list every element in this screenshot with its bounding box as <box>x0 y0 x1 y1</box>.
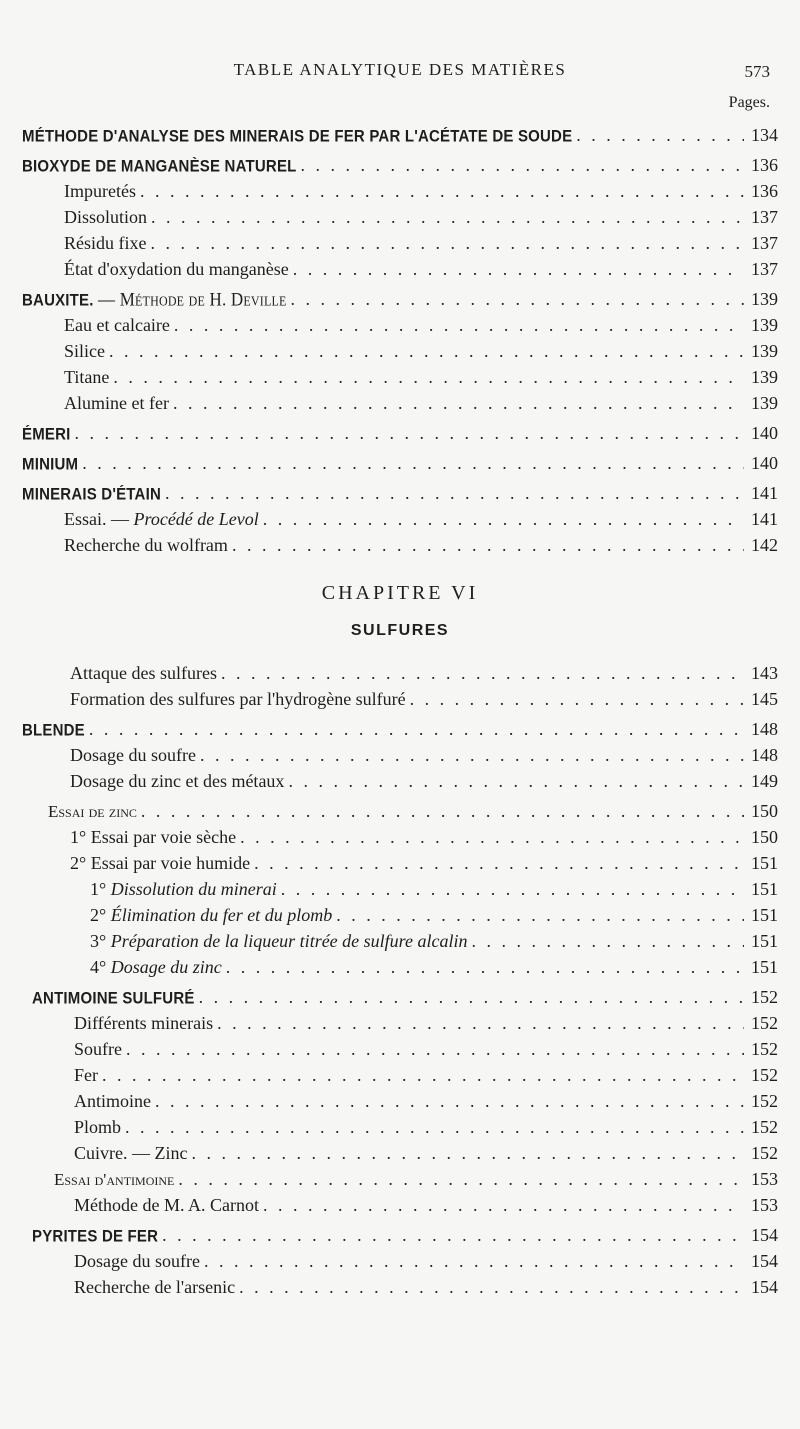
entry-page-number: 136 <box>751 155 778 175</box>
entry-label: État d'oxydation du manganèse <box>64 259 289 279</box>
entry-label: Eau et calcaire <box>64 315 170 335</box>
dot-leader <box>178 1166 744 1192</box>
dot-leader <box>102 1062 744 1088</box>
dot-leader <box>336 902 744 928</box>
toc-entry <box>22 1248 778 1274</box>
toc-entry <box>22 742 778 768</box>
entry-page-number: 153 <box>751 1195 778 1215</box>
entry-label: Soufre <box>74 1039 122 1059</box>
toc-block-2 <box>22 660 778 1300</box>
entry-italic-text: Dosage du zinc <box>110 957 222 977</box>
entry-italic-text: Procédé de Levol <box>133 509 259 529</box>
toc-block-1 <box>22 122 778 558</box>
entry-label: MINERAIS D'ÉTAIN <box>22 485 161 504</box>
entry-page-number: 149 <box>751 771 778 791</box>
dot-leader <box>200 742 744 768</box>
dot-leader <box>239 1274 744 1300</box>
entry-label: Dosage du zinc et des métaux <box>70 771 285 791</box>
dot-leader <box>199 984 744 1010</box>
toc-entry <box>22 768 778 794</box>
entry-page-number: 150 <box>751 827 778 847</box>
toc-entry <box>22 1114 778 1140</box>
entry-page-number: 153 <box>751 1169 778 1189</box>
entry-label: Dosage du soufre <box>70 745 196 765</box>
dot-leader <box>263 506 744 532</box>
entry-label: Différents minerais <box>74 1013 214 1033</box>
entry-page-number: 145 <box>751 689 778 709</box>
entry-label: Résidu fixe <box>64 233 147 253</box>
entry-label: Essai d'antimoine <box>54 1170 175 1189</box>
dot-leader <box>140 178 744 204</box>
toc-entry <box>22 1036 778 1062</box>
entry-page-number: 143 <box>751 663 778 683</box>
entry-page-number: 136 <box>751 181 778 201</box>
entry-label: Titane <box>64 367 110 387</box>
toc-entry <box>22 506 778 532</box>
dot-leader <box>410 686 744 712</box>
entry-page-number: 148 <box>751 745 778 765</box>
entry-label: 4° Dosage du zinc <box>90 957 222 977</box>
toc-entry <box>22 1010 778 1036</box>
entry-label: Impuretés <box>64 181 136 201</box>
entry-page-number: 152 <box>751 1013 778 1033</box>
dot-leader <box>204 1248 744 1274</box>
entry-label: BIOXYDE DE MANGANÈSE NATUREL <box>22 157 297 176</box>
entry-page-number: 139 <box>751 315 778 335</box>
toc-entry <box>22 660 778 686</box>
entry-page-number: 139 <box>751 393 778 413</box>
dot-leader <box>113 364 744 390</box>
entry-label: Antimoine <box>74 1091 151 1111</box>
entry-italic-text: Élimination du fer et du plomb <box>110 905 333 925</box>
dot-leader <box>162 1222 744 1248</box>
toc-entry <box>22 1192 778 1218</box>
dot-leader <box>151 230 745 256</box>
entry-label: Cuivre. — Zinc <box>74 1143 188 1163</box>
toc-entry <box>22 256 778 282</box>
entry-label: Essai de zinc <box>48 802 137 821</box>
dot-leader <box>173 390 744 416</box>
entry-label: Plomb <box>74 1117 122 1137</box>
dot-leader <box>109 338 744 364</box>
dot-leader <box>232 532 744 558</box>
entry-page-number: 152 <box>751 1091 778 1111</box>
entry-page-number: 148 <box>751 719 778 739</box>
running-title: TABLE ANALYTIQUE DES MATIÈRES <box>233 60 567 79</box>
dot-leader <box>263 1192 744 1218</box>
entry-label: Fer <box>74 1065 98 1085</box>
entry-page-number: 152 <box>751 1039 778 1059</box>
dot-leader <box>217 1010 744 1036</box>
entry-page-number: 151 <box>751 905 778 925</box>
entry-italic-text: Préparation de la liqueur titrée de sulfure alcalin <box>110 931 468 951</box>
dot-leader <box>82 450 744 476</box>
entry-page-number: 137 <box>751 259 778 279</box>
toc-entry <box>22 1088 778 1114</box>
page-number: 573 <box>744 62 770 81</box>
dot-leader <box>75 420 744 446</box>
entry-label: ANTIMOINE SULFURÉ <box>32 989 195 1008</box>
entry-page-number: 141 <box>751 509 778 529</box>
entry-page-number: 152 <box>751 1117 778 1137</box>
dot-leader <box>126 1036 744 1062</box>
dot-leader <box>301 152 744 178</box>
entry-label: BLENDE <box>22 721 85 740</box>
toc-entry <box>22 1222 778 1248</box>
entry-page-number: 152 <box>751 1143 778 1163</box>
toc-entry <box>22 312 778 338</box>
dot-leader <box>221 660 744 686</box>
toc-entry <box>22 954 778 980</box>
dot-leader <box>89 716 744 742</box>
toc-entry <box>22 928 778 954</box>
toc-entry <box>22 338 778 364</box>
entry-label: Recherche de l'arsenic <box>74 1277 236 1297</box>
toc-entry <box>22 798 778 824</box>
entry-label: Dosage du soufre <box>74 1251 200 1271</box>
entry-label: 1° Dissolution du minerai <box>90 879 277 899</box>
toc-entry <box>22 532 778 558</box>
entry-subtitle: — Méthode de H. Deville <box>93 288 287 310</box>
entry-label: Recherche du wolfram <box>64 535 228 555</box>
entry-label: ÉMERI <box>22 425 71 444</box>
dot-leader <box>125 1114 744 1140</box>
pages-column-label: Pages. <box>728 94 770 111</box>
toc-entry <box>22 420 778 446</box>
dot-leader <box>254 850 744 876</box>
toc-entry <box>22 1274 778 1300</box>
toc-entry <box>22 230 778 256</box>
entry-label: Attaque des sulfures <box>70 663 217 683</box>
entry-label: Essai. — Procédé de Levol <box>64 509 259 529</box>
dot-leader <box>472 928 745 954</box>
entry-page-number: 139 <box>751 341 778 361</box>
entry-page-number: 140 <box>751 423 778 443</box>
toc-entry <box>22 286 778 312</box>
entry-label: 1° Essai par voie sèche <box>70 827 237 847</box>
entry-label: Silice <box>64 341 105 361</box>
dot-leader <box>191 1140 744 1166</box>
entry-page-number: 134 <box>751 125 778 145</box>
entry-page-number: 150 <box>751 801 778 821</box>
toc-entry <box>22 824 778 850</box>
dot-leader <box>155 1088 744 1114</box>
toc-entry <box>22 390 778 416</box>
toc-entry <box>22 178 778 204</box>
toc-entry <box>22 480 778 506</box>
entry-page-number: 151 <box>751 931 778 951</box>
toc-entry <box>22 1062 778 1088</box>
entry-label: BAUXITE. — Méthode de H. Deville <box>22 288 287 310</box>
dot-leader <box>151 204 744 230</box>
chapter-title: CHAPITRE VI <box>321 582 479 604</box>
toc-entry <box>22 984 778 1010</box>
entry-page-number: 151 <box>751 853 778 873</box>
entry-label: MINIUM <box>22 455 79 474</box>
entry-page-number: 142 <box>751 535 778 555</box>
entry-label: Dissolution <box>64 207 148 227</box>
toc-entry <box>22 716 778 742</box>
toc-entry <box>22 1166 778 1192</box>
entry-page-number: 151 <box>751 879 778 899</box>
dot-leader <box>281 876 744 902</box>
entry-label: Formation des sulfures par l'hydrogène sulfuré <box>70 689 406 709</box>
dot-leader <box>293 256 744 282</box>
toc-entry <box>22 122 778 148</box>
entry-label: Méthode de M. A. Carnot <box>74 1195 259 1215</box>
toc-entry <box>22 686 778 712</box>
entry-label: 3° Préparation de la liqueur titrée de sulfure alcalin <box>90 931 468 951</box>
toc-entry <box>22 1140 778 1166</box>
dot-leader <box>165 480 744 506</box>
entry-label: 2° Essai par voie humide <box>70 853 251 873</box>
dot-leader <box>576 122 744 148</box>
entry-label: 2° Élimination du fer et du plomb <box>90 905 333 925</box>
toc-entry <box>22 876 778 902</box>
entry-page-number: 152 <box>751 1065 778 1085</box>
entry-page-number: 140 <box>751 453 778 473</box>
chapter-subtitle: SULFURES <box>350 622 450 639</box>
entry-page-number: 151 <box>751 957 778 977</box>
entry-page-number: 139 <box>751 367 778 387</box>
dot-leader <box>141 798 744 824</box>
entry-page-number: 141 <box>751 483 778 503</box>
toc-entry <box>22 850 778 876</box>
toc-entry <box>22 152 778 178</box>
entry-page-number: 154 <box>751 1277 778 1297</box>
entry-label: MÉTHODE D'ANALYSE DES MINERAIS DE FER PAR L'ACÉTATE DE SOUDE <box>22 127 573 146</box>
entry-page-number: 139 <box>751 289 778 309</box>
toc-entry <box>22 204 778 230</box>
dot-leader <box>288 768 744 794</box>
toc-entry <box>22 364 778 390</box>
entry-italic-text: Dissolution du minerai <box>110 879 277 899</box>
dot-leader <box>174 312 744 338</box>
dot-leader <box>291 286 744 312</box>
entry-page-number: 154 <box>751 1251 778 1271</box>
toc-entry <box>22 902 778 928</box>
entry-page-number: 154 <box>751 1225 778 1245</box>
dot-leader <box>226 954 744 980</box>
table-of-contents <box>22 118 778 1300</box>
entry-label: Alumine et fer <box>64 393 169 413</box>
entry-label: PYRITES DE FER <box>32 1227 159 1246</box>
entry-page-number: 152 <box>751 987 778 1007</box>
entry-page-number: 137 <box>751 207 778 227</box>
entry-page-number: 137 <box>751 233 778 253</box>
toc-entry <box>22 450 778 476</box>
dot-leader <box>240 824 744 850</box>
